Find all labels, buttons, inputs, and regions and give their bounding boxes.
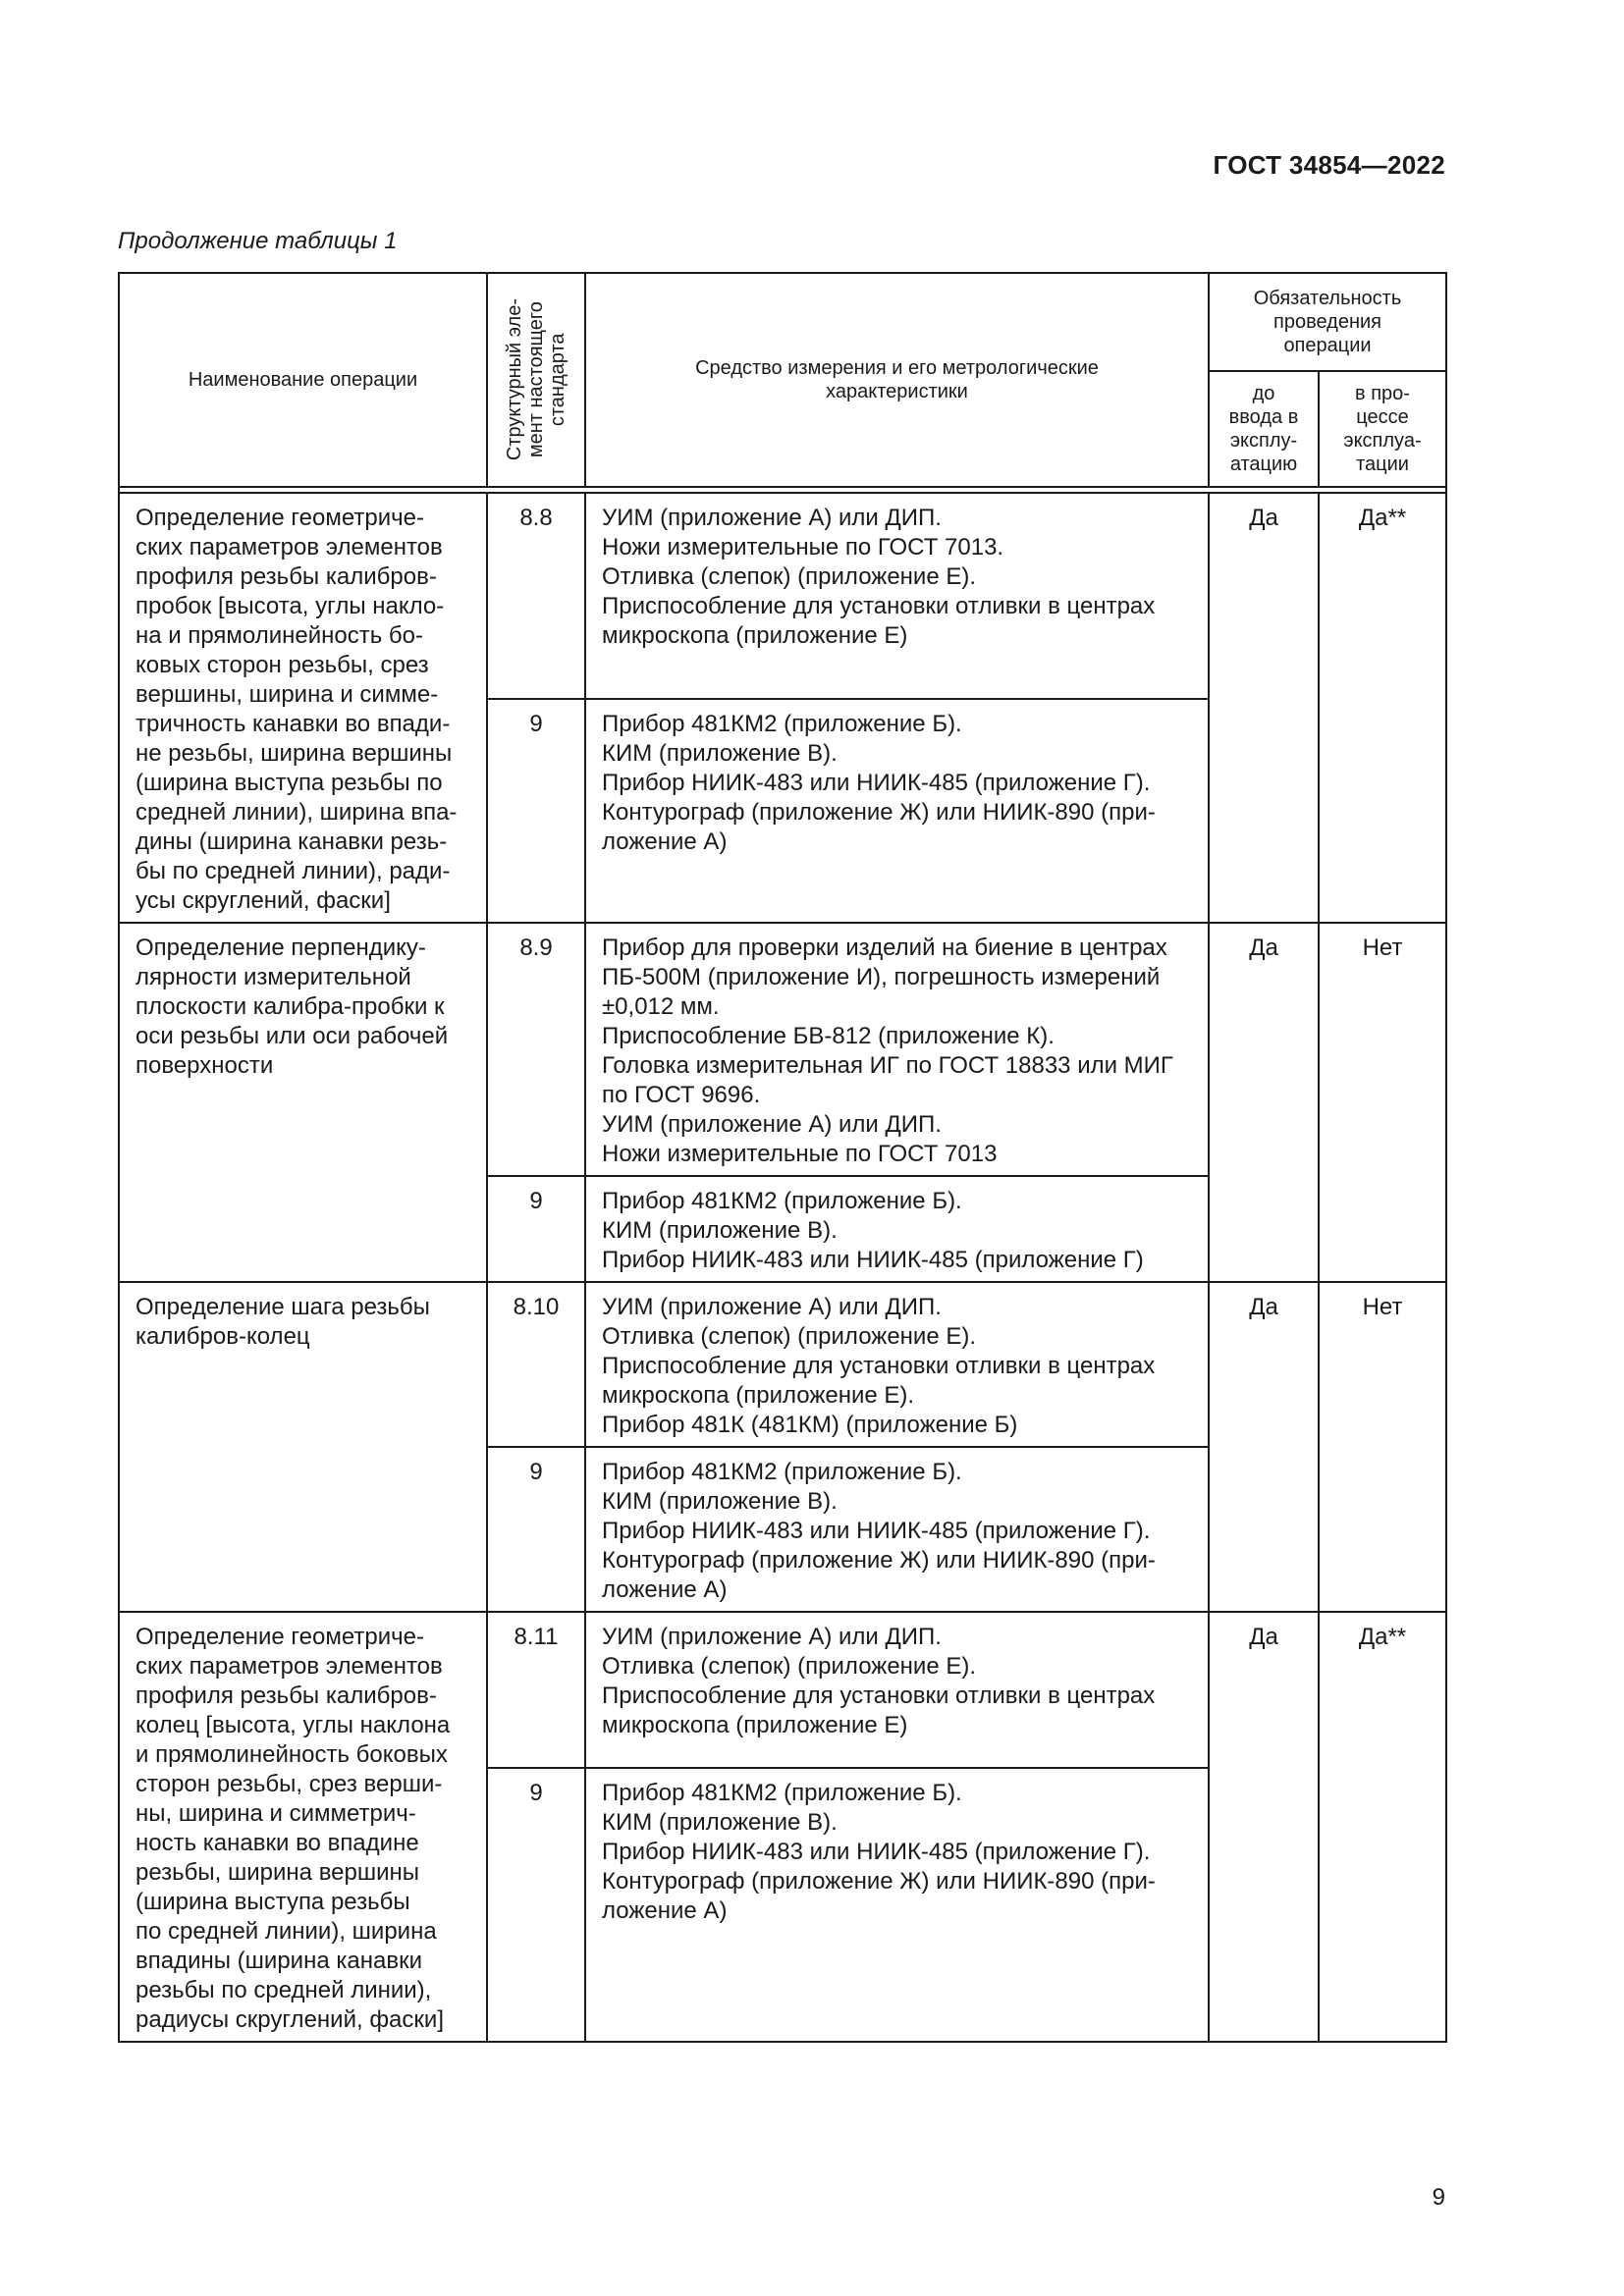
structural-element-cell: 9 xyxy=(487,1447,585,1612)
page-number: 9 xyxy=(1432,2184,1445,2211)
operation-name-cell xyxy=(119,493,487,923)
operation-name-line: усы скруглений, фаски] xyxy=(135,887,391,914)
instrument-cell xyxy=(585,493,1209,699)
operation-name-line: тричность канавки во впади- xyxy=(135,711,451,737)
table-row xyxy=(119,493,1446,699)
instrument-line: Прибор для проверки изделий на биение в центрах xyxy=(602,934,1167,961)
header-before-operation xyxy=(1209,371,1319,487)
instrument-line: микроскопа (приложение Е) xyxy=(602,1712,908,1738)
mandatory-before-cell: Да xyxy=(1209,1612,1319,2042)
instrument-cell xyxy=(585,1612,1209,1768)
instrument-line: ложение А) xyxy=(602,1897,728,1925)
instrument-line: УИМ (приложение А) или ДИП. xyxy=(602,1294,942,1320)
mandatory-during-cell: Да** xyxy=(1319,493,1446,923)
operation-name-line: Определение перпендику- xyxy=(135,934,426,961)
instrument-line: КИМ (приложение В). xyxy=(602,739,838,767)
instrument-cell xyxy=(585,1176,1209,1282)
header-operation: Наименование операции xyxy=(119,273,487,487)
instrument-line: Прибор НИИК-483 или НИИК-485 (приложение Г). xyxy=(602,1839,1151,1866)
instrument-line: Отливка (слепок) (приложение Е). xyxy=(602,1323,977,1350)
document-id: ГОСТ 34854—2022 xyxy=(1213,150,1445,180)
table-row xyxy=(119,1612,1446,1768)
instrument-line: микроскопа (приложение Е) xyxy=(602,622,908,649)
operation-name-line: ность канавки во впадине xyxy=(135,1830,419,1856)
operation-name-line: ковых сторон резьбы, срез xyxy=(135,652,429,678)
instrument-line: ложение А) xyxy=(602,1576,728,1603)
operation-name-line: резьбы по средней линии), xyxy=(135,1977,432,2003)
header-during-operation xyxy=(1319,371,1446,487)
instrument-line: Отливка (слепок) (приложение Е). xyxy=(602,563,977,590)
mandatory-during-cell: Да** xyxy=(1319,1612,1446,2042)
structural-element-cell: 8.11 xyxy=(487,1612,585,1768)
instrument-line: Приспособление для установки отливки в центрах xyxy=(602,1353,1156,1379)
operations-table xyxy=(118,272,1447,2043)
operation-name-line: не резьбы, ширина вершины xyxy=(135,740,453,767)
instrument-line: ±0,012 мм. xyxy=(602,993,720,1020)
header-before-line: атацию xyxy=(1229,454,1298,475)
instrument-line: Прибор НИИК-483 или НИИК-485 (приложение Г). xyxy=(602,1518,1151,1544)
instrument-line: Прибор 481КМ2 (приложение Б). xyxy=(602,1188,962,1214)
instrument-line: Контурограф (приложение Ж) или НИИК-890 (при- xyxy=(602,798,1156,826)
header-during-line: тации xyxy=(1356,454,1409,475)
operation-name-line: Определение геометриче- xyxy=(135,1624,424,1650)
operation-name-line: Определение шага резьбы xyxy=(135,1294,430,1320)
instrument-cell xyxy=(585,1447,1209,1612)
header-structural-element xyxy=(487,273,585,487)
instrument-line: ложение А) xyxy=(602,828,728,855)
header-mandatory-line: Обязательность xyxy=(1253,288,1402,309)
instrument-line: КИМ (приложение В). xyxy=(602,1809,838,1837)
table-caption: Продолжение таблицы 1 xyxy=(118,228,398,254)
instrument-line: Приспособление для установки отливки в центрах xyxy=(602,1682,1156,1709)
header-during-line: цессе xyxy=(1356,406,1409,428)
instrument-line: по ГОСТ 9696. xyxy=(602,1082,761,1108)
operation-name-line: калибров-колец xyxy=(135,1323,310,1350)
header-before-line: ввода в xyxy=(1228,406,1299,428)
header-instrument-line: характеристики xyxy=(826,381,968,402)
header-during-line: эксплуа- xyxy=(1343,430,1422,452)
mandatory-before-cell: Да xyxy=(1209,1282,1319,1612)
instrument-line: ПБ-500М (приложение И), погрешность измерений xyxy=(602,964,1161,990)
mandatory-during-cell: Нет xyxy=(1319,1282,1446,1612)
operation-name-line: ских параметров элементов xyxy=(135,1653,443,1680)
operation-name-line: Определение геометриче- xyxy=(135,505,424,531)
instrument-line: Контурограф (приложение Ж) или НИИК-890 (при- xyxy=(602,1868,1156,1896)
operation-name-line: на и прямолинейность бо- xyxy=(135,622,424,649)
header-mandatory-line: операции xyxy=(1283,335,1372,356)
header-instrument-line: Средство измерения и его метрологические xyxy=(695,357,1099,379)
operation-name-line: лярности измерительной xyxy=(135,964,411,990)
instrument-cell xyxy=(585,699,1209,923)
structural-element-cell: 9 xyxy=(487,1768,585,2042)
mandatory-before-cell: Да xyxy=(1209,923,1319,1282)
instrument-line: Приспособление БВ-812 (приложение К). xyxy=(602,1023,1055,1049)
header-before-line: до xyxy=(1252,383,1275,404)
operation-name-line: дины (ширина канавки резь- xyxy=(135,828,448,855)
operation-name-line: профиля резьбы калибров- xyxy=(135,563,437,590)
operation-name-line: ны, ширина и симметрич- xyxy=(135,1800,416,1827)
operation-name-line: оси резьбы или оси рабочей xyxy=(135,1023,449,1049)
operation-name-line: вершины, ширина и симме- xyxy=(135,681,439,708)
instrument-line: Приспособление для установки отливки в центрах xyxy=(602,593,1156,619)
operation-name-line: поверхности xyxy=(135,1052,274,1079)
instrument-line: Головка измерительная ИГ по ГОСТ 18833 или МИГ xyxy=(602,1052,1173,1079)
operation-name-cell xyxy=(119,1612,487,2042)
header-during-line: в про- xyxy=(1355,383,1410,404)
structural-element-cell: 8.9 xyxy=(487,923,585,1176)
operation-name-line: резьбы, ширина вершины xyxy=(135,1859,420,1886)
header-before-line: эксплу- xyxy=(1229,430,1298,452)
operation-name-line: пробок [высота, углы накло- xyxy=(135,593,445,619)
mandatory-during-cell: Нет xyxy=(1319,923,1446,1282)
instrument-line: КИМ (приложение В). xyxy=(602,1217,838,1244)
operation-name-line: ских параметров элементов xyxy=(135,534,443,561)
instrument-line: Отливка (слепок) (приложение Е). xyxy=(602,1653,977,1680)
operation-name-line: (ширина выступа резьбы по xyxy=(135,770,443,796)
header-element-line: Структурный эле- xyxy=(504,298,525,461)
table-row xyxy=(119,1282,1446,1447)
operation-name-line: радиусы скруглений, фаски] xyxy=(135,2006,444,2033)
mandatory-before-cell: Да xyxy=(1209,493,1319,923)
header-element-line: стандарта xyxy=(547,333,568,427)
header-instrument xyxy=(585,273,1209,487)
structural-element-cell: 9 xyxy=(487,699,585,923)
instrument-line: Прибор 481К (481КМ) (приложение Б) xyxy=(602,1412,1018,1438)
structural-element-cell: 9 xyxy=(487,1176,585,1282)
instrument-line: микроскопа (приложение Е). xyxy=(602,1382,915,1409)
operation-name-line: и прямолинейность боковых xyxy=(135,1741,448,1768)
instrument-line: УИМ (приложение А) или ДИП. xyxy=(602,505,942,531)
header-element-line: мент настоящего xyxy=(525,301,547,458)
instrument-line: Ножи измерительные по ГОСТ 7013. xyxy=(602,534,1004,561)
instrument-cell xyxy=(585,1282,1209,1447)
instrument-line: Прибор НИИК-483 или НИИК-485 (приложение Г). xyxy=(602,769,1151,796)
instrument-line: Прибор 481КМ2 (приложение Б). xyxy=(602,710,962,737)
instrument-line: Прибор 481КМ2 (приложение Б). xyxy=(602,1780,962,1807)
table-header-row xyxy=(119,273,1446,371)
operation-name-line: бы по средней линии), ради- xyxy=(135,858,451,884)
operation-name-line: средней линии), ширина впа- xyxy=(135,799,458,826)
instrument-line: Прибор 481КМ2 (приложение Б). xyxy=(602,1459,962,1485)
header-mandatory-line: проведения xyxy=(1273,311,1381,333)
operation-name-line: по средней линии), ширина xyxy=(135,1918,437,1945)
structural-element-cell: 8.10 xyxy=(487,1282,585,1447)
instrument-line: Контурограф (приложение Ж) или НИИК-890 (при- xyxy=(602,1547,1156,1574)
instrument-line: Ножи измерительные по ГОСТ 7013 xyxy=(602,1141,998,1167)
header-mandatory xyxy=(1209,273,1446,371)
instrument-line: Прибор НИИК-483 или НИИК-485 (приложение Г) xyxy=(602,1247,1144,1273)
operation-name-line: плоскости калибра-пробки к xyxy=(135,993,445,1020)
operation-name-cell xyxy=(119,923,487,1282)
structural-element-cell: 8.8 xyxy=(487,493,585,699)
instrument-cell xyxy=(585,1768,1209,2042)
instrument-cell xyxy=(585,923,1209,1176)
table-row xyxy=(119,923,1446,1176)
operation-name-line: колец [высота, углы наклона xyxy=(135,1712,451,1738)
operation-name-line: сторон резьбы, срез верши- xyxy=(135,1771,443,1797)
operation-name-line: впадины (ширина канавки xyxy=(135,1948,422,1974)
operation-name-cell xyxy=(119,1282,487,1612)
instrument-line: УИМ (приложение А) или ДИП. xyxy=(602,1111,942,1138)
operation-name-line: (ширина выступа резьбы xyxy=(135,1889,410,1915)
operation-name-line: профиля резьбы калибров- xyxy=(135,1682,437,1709)
instrument-line: УИМ (приложение А) или ДИП. xyxy=(602,1624,942,1650)
instrument-line: КИМ (приложение В). xyxy=(602,1488,838,1515)
